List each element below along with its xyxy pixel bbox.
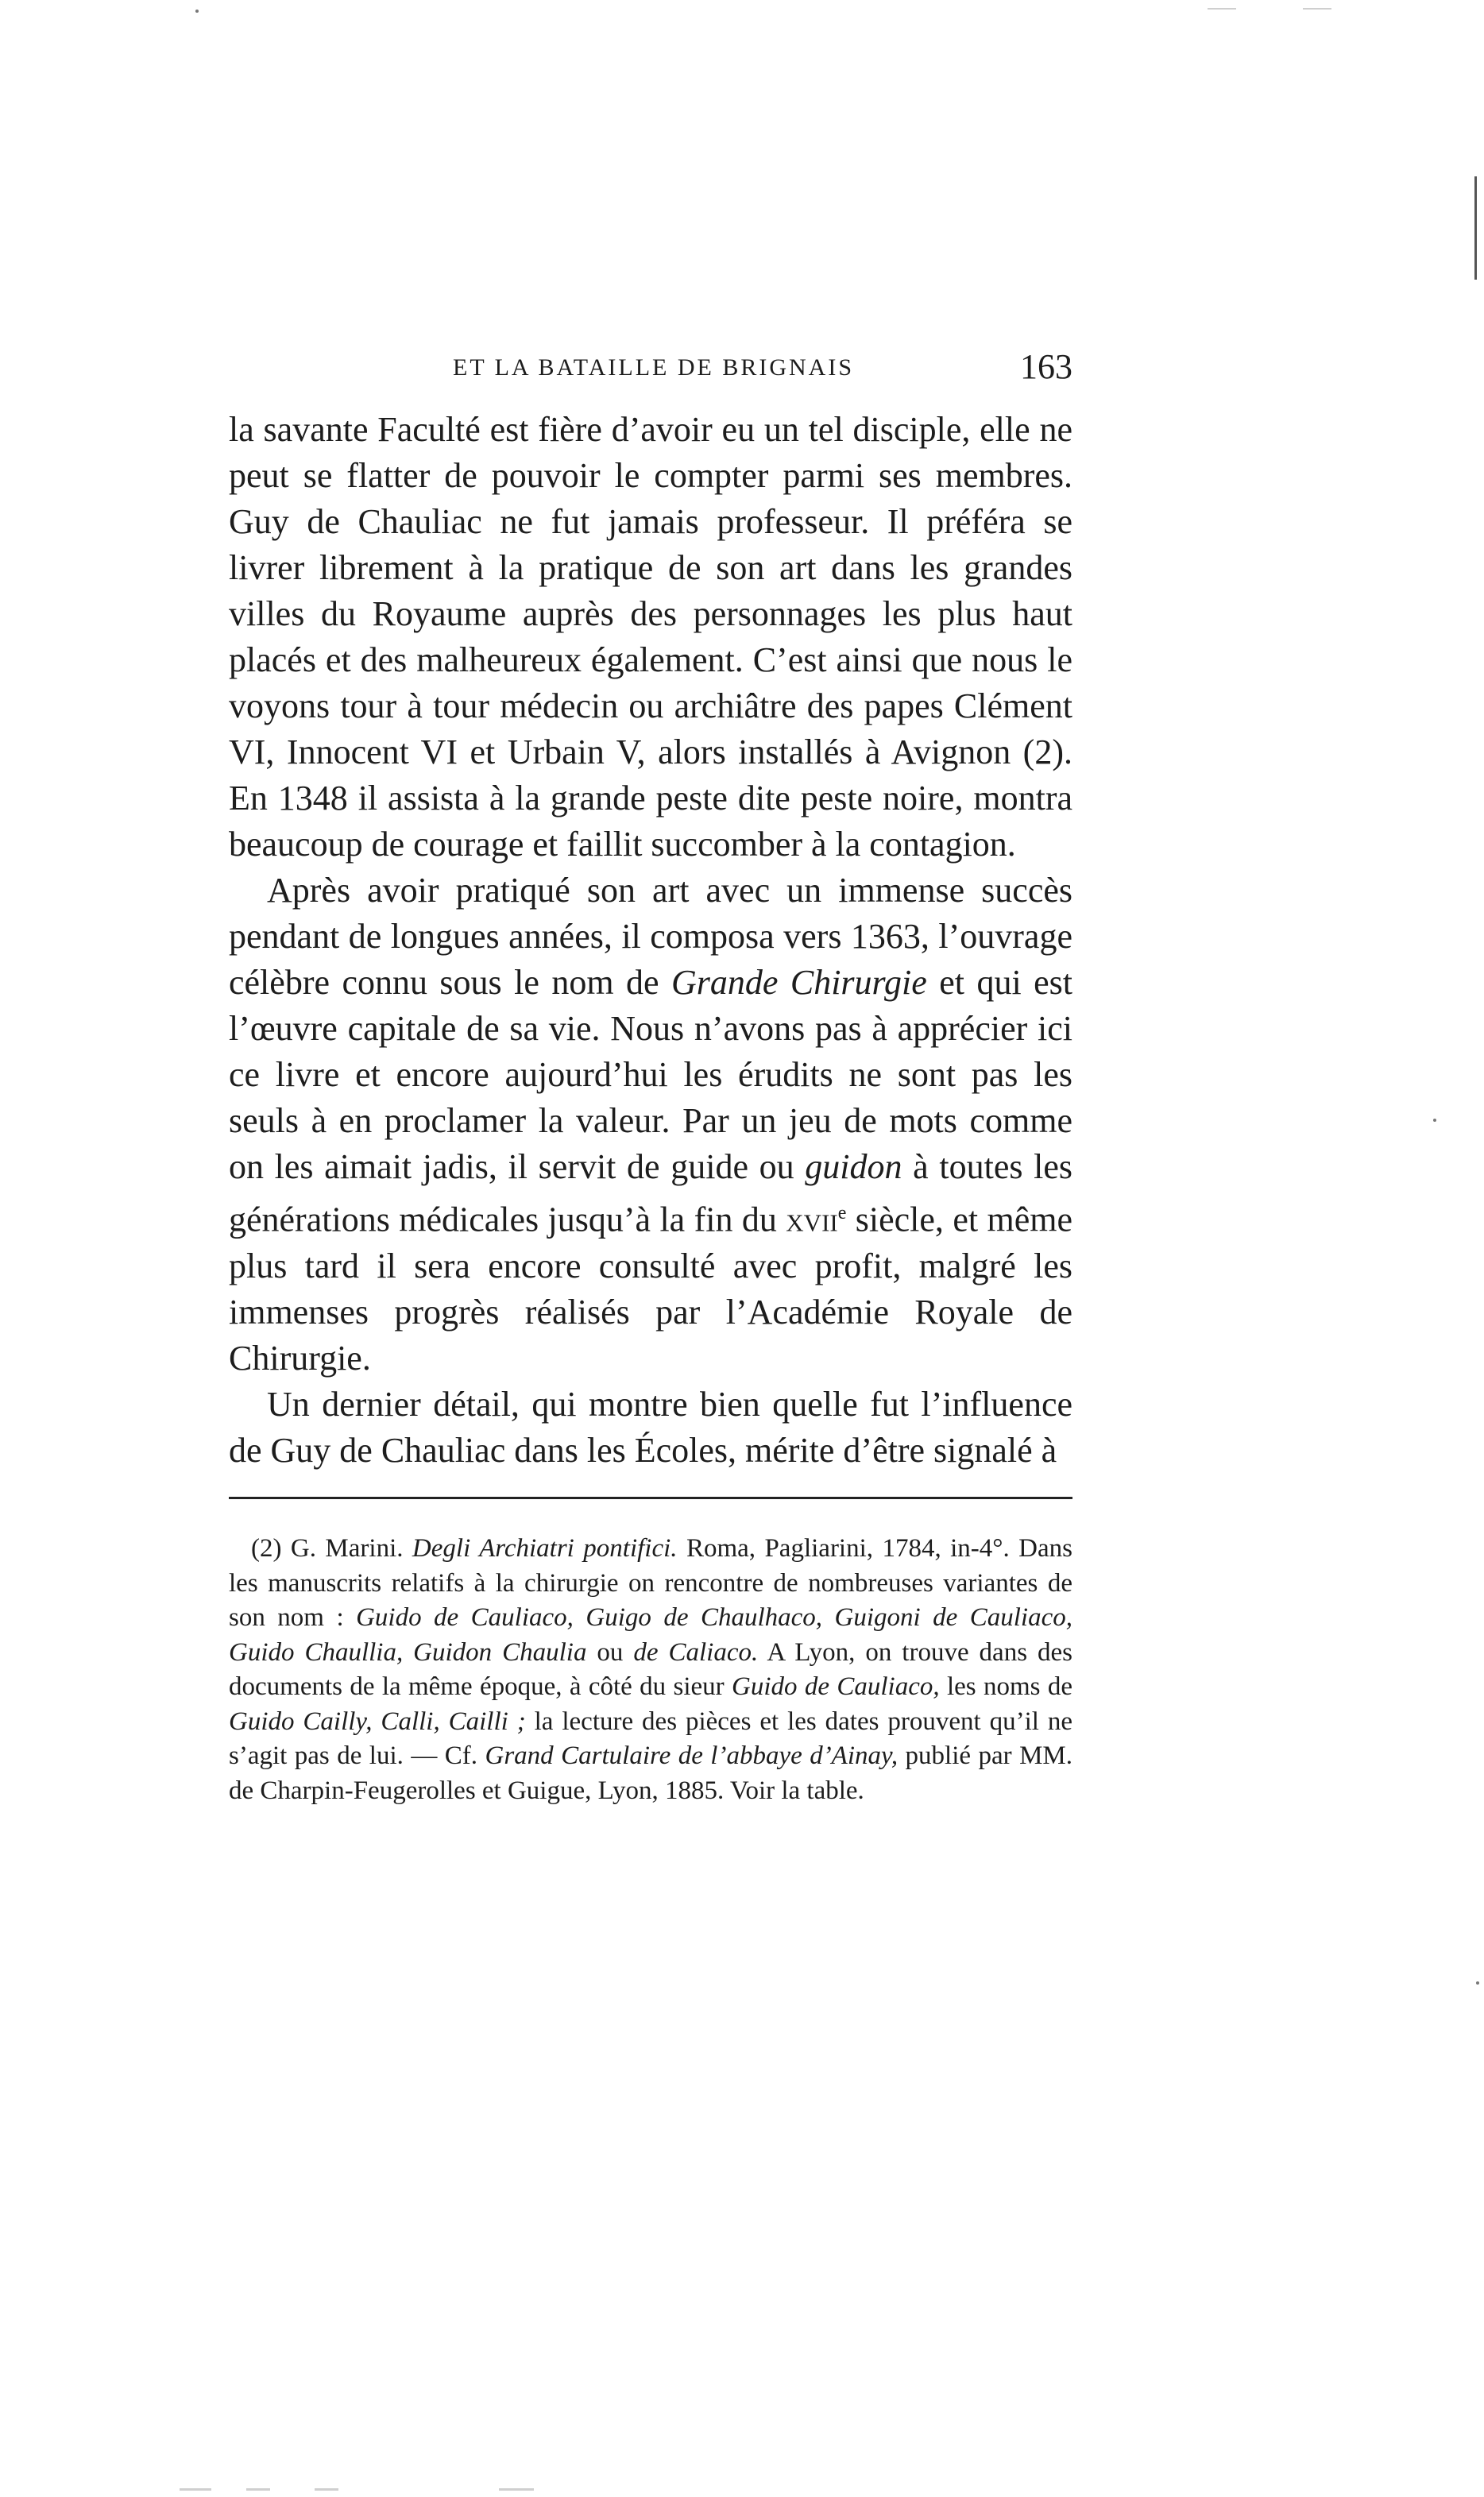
scan-edge-mark <box>1474 176 1477 280</box>
text-run: publié par MM. de Charpin-Feugerolles et Guigue, Lyon, 1885. Voir la table. <box>229 1741 1072 1805</box>
scan-speck <box>195 10 199 13</box>
citation-italic: Degli Archiatri pontifici. <box>412 1534 678 1563</box>
footnote-2 <box>229 1532 1072 1808</box>
footnote <box>229 1532 1072 1808</box>
name-variants-italic: Guido de Cauliaco, Guigo de Chaulhaco, Guigoni de Cauliaco, Guido Chaullia, Guidon Chaulia <box>229 1603 1072 1667</box>
century-numeral: xvii <box>786 1200 838 1239</box>
name-italic: Guido de Cauliaco, <box>732 1672 940 1701</box>
book-title-italic: Grande Chirurgie <box>671 963 927 1002</box>
text-run: la lecture des pièces et les dates prouvent qu’il ne s’agit pas de lui. — Cf. <box>229 1707 1072 1770</box>
scan-top-mark <box>1303 8 1331 10</box>
scan-bottom-mark <box>180 2488 211 2491</box>
scan-top-mark <box>1208 8 1236 10</box>
text-run: siècle, et même plus tard il sera encore consulté avec profit, malgré les immenses progrès réalisés par l’Académie Royale de Chirurgie. <box>229 1200 1073 1378</box>
text-run: ou <box>586 1637 634 1667</box>
name-variant-italic: de Caliaco. <box>633 1637 759 1667</box>
text-run: et qui est l’œuvre capitale de sa vie. Nous n’avons pas à apprécier ici ce livre et encore aujourd’hui les érudits ne sont pas les seuls à en proclamer la valeur. Par un jeu de mots comme on les aimait jadis, il servit de guide ou <box>229 963 1072 1186</box>
text-run: (2) G. Marini. <box>251 1534 412 1563</box>
text-run: Roma, Pagliarini, 1784, in-4°. Dans les manuscrits relatifs à la chirurgie on rencontre de nombreuses variantes de son nom : <box>229 1534 1072 1632</box>
text-run: Après avoir pratiqué son art avec un immense succès pendant de longues années, il composa vers 1363, l’ouvrage célèbre connu sous le nom de <box>229 871 1072 1002</box>
text-run: A Lyon, on trouve dans des documents de la même époque, à côté du sieur <box>229 1637 1072 1701</box>
cartulary-title-italic: Grand Cartulaire de l’abbaye d’Ainay, <box>485 1741 899 1770</box>
running-title: ET LA BATAILLE DE BRIGNAIS <box>453 354 855 381</box>
names-italic: Guido Cailly, Calli, Cailli ; <box>229 1707 526 1736</box>
page-number: 163 <box>1020 347 1072 386</box>
text-run: les noms de <box>939 1672 1072 1701</box>
scan-speck <box>1476 1981 1479 1985</box>
running-head <box>229 346 1072 394</box>
wordplay-italic: guidon <box>805 1147 902 1186</box>
scan-bottom-mark <box>315 2488 338 2491</box>
main-text <box>229 407 1072 1474</box>
century-superscript: e <box>837 1203 847 1223</box>
text-run: à toutes les générations médicales jusqu’à la fin du <box>229 1147 1072 1239</box>
paragraph-3: Un dernier détail, qui montre bien quelle fut l’influence de Guy de Chauliac dans les Écoles, mérite d’être signalé à <box>229 1384 1072 1470</box>
footnote-separator <box>229 1497 1072 1499</box>
scan-bottom-mark <box>246 2488 270 2491</box>
paragraph-2 <box>229 868 1072 1382</box>
scan-speck <box>1433 1119 1436 1122</box>
paragraph-1: la savante Faculté est fière d’avoir eu un tel disciple, elle ne peut se flatter de pouvoir le compter parmi ses membres. Guy de Chauliac ne fut jamais professeur. Il préféra se livrer librement à la pratique de son art dans les grandes villes du Royaume auprès des personnages les plus haut placés et des malheureux également. C’est ainsi que nous le voyons tour à tour médecin ou archiâtre des papes Clément VI, Innocent VI et Urbain V, alors installés à Avignon (2). En 1348 il assista à la grande peste dite peste noire, montra beaucoup de courage et faillit succomber à la contagion. <box>229 410 1072 864</box>
scan-bottom-mark <box>499 2488 534 2491</box>
